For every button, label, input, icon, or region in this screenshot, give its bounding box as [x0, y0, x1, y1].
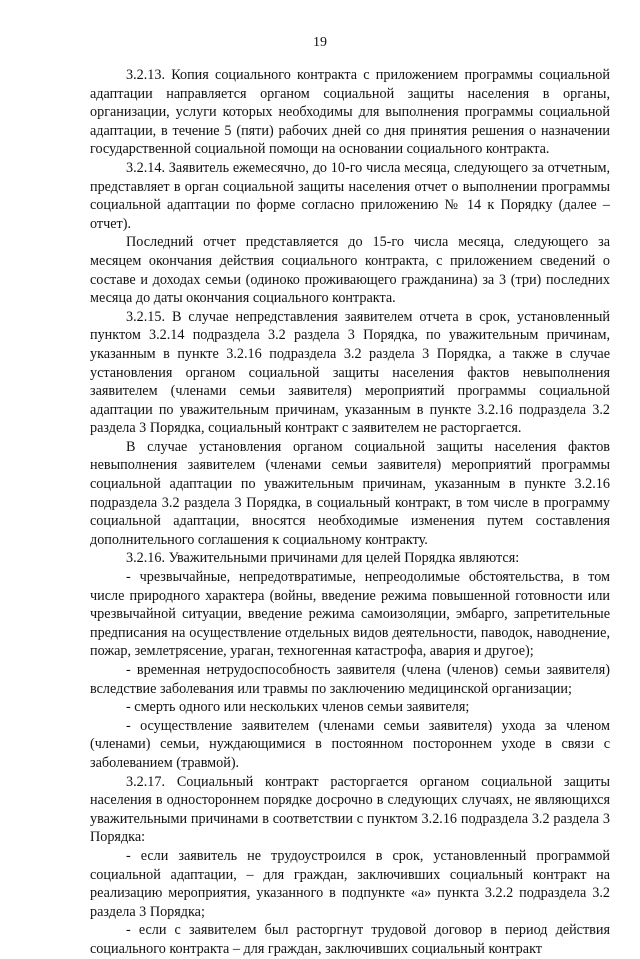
paragraph-contract-changes: В случае установления органом социальной защиты населения фактов невыполнения заявителем (членами семьи заявителя) мероприятий программы социальной адаптации по уважительным причинам, указанным в пункте 3.2.16 подраздела 3.2 раздела 3 Порядка, в социальный контракт, в том числе в программу социальной адаптации, вносятся необходимые изменения путем составления дополнительного соглашения к социальному контракту. [90, 438, 610, 548]
paragraph-3-2-13: 3.2.13. Копия социального контракта с приложением программы социальной адаптации направляется органом социальной защиты населения в органы, организации, услуги которых необходимы для выполнения программы социальной адаптации, в течение 5 (пяти) рабочих дней со дня принятия решения о назначении государственной социальной помощи на основании социального контракта. [90, 67, 610, 158]
list-item-not-employed: - если заявитель не трудоустроился в срок, установленный программой социальной адаптации, – для граждан, заключивших социальный контракт на реализацию мероприятия, указанного в подпункте «а» пункта 3.2.2 подраздела 3.2 раздела 3 Порядка; [90, 847, 610, 920]
paragraph-3-2-16: 3.2.16. Уважительными причинами для целей Порядка являются: [126, 550, 520, 567]
list-item-care: - осуществление заявителем (членами семьи заявителя) ухода за членом (членами) семьи, нуждающимися в постоянном постороннем уходе в связи с заболеванием (травмой). [90, 717, 610, 771]
page-number: 19 [313, 35, 327, 50]
list-item-death: - смерть одного или нескольких членов семьи заявителя; [126, 699, 470, 716]
list-item-emergency: - чрезвычайные, непредотвратимые, непреодолимые обстоятельства, в том числе природного характера (войны, введение режима повышенной готовности или чрезвычайной ситуации, введение режима самоизоляции, эмбарго, запретительные предписания на осуществление отдельных видов деятельности, паводок, наводнение, пожар, землетрясение, ураган, техногенная катастрофа, авария и другое); [90, 569, 610, 660]
paragraph-3-2-14: 3.2.14. Заявитель ежемесячно, до 10-го числа месяца, следующего за отчетным, представляет в орган социальной защиты населения отчет о выполнении программы социальной адаптации по форме согласно приложению № 14 к Порядку (далее – отчет). [90, 159, 610, 232]
list-item-disability: - временная нетрудоспособность заявителя (члена (членов) семьи заявителя) вследствие заболевания или травмы по заключению медицинской организации; [90, 662, 610, 697]
list-item-contract-terminated: - если с заявителем был расторгнут трудовой договор в период действия социального контракта – для граждан, заключивших социальный контракт [90, 922, 610, 957]
paragraph-last-report: Последний отчет представляется до 15-го числа месяца, следующего за месяцем окончания действия социального контракта, с приложением сведений о составе и доходах семьи (одиноко проживающего гражданина) за 3 (три) последних месяца до даты окончания социального контракта. [90, 234, 610, 307]
paragraph-3-2-15: 3.2.15. В случае непредставления заявителем отчета в срок, установленный пунктом 3.2.14 подраздела 3.2 раздела 3 Порядка, по уважительным причинам, указанным в пункте 3.2.16 подраздела 3.2 раздела 3 Порядка, а также в случае установления органом социальной защиты населения фактов невыполнения заявителем (членами семьи заявителя) мероприятий программы социальной адаптации по уважительным причинам, указанным в пункте 3.2.16 подраздела 3.2 раздела 3 Порядка, социальный контракт с заявителем не расторгается. [90, 308, 610, 437]
paragraph-3-2-17: 3.2.17. Социальный контракт расторгается органом социальной защиты населения в одностороннем порядке досрочно в следующих случаях, не являющихся уважительными причинами в соответствии с пунктом 3.2.16 подраздела 3.2 раздела 3 Порядка: [90, 773, 610, 846]
document-body [90, 66, 610, 959]
